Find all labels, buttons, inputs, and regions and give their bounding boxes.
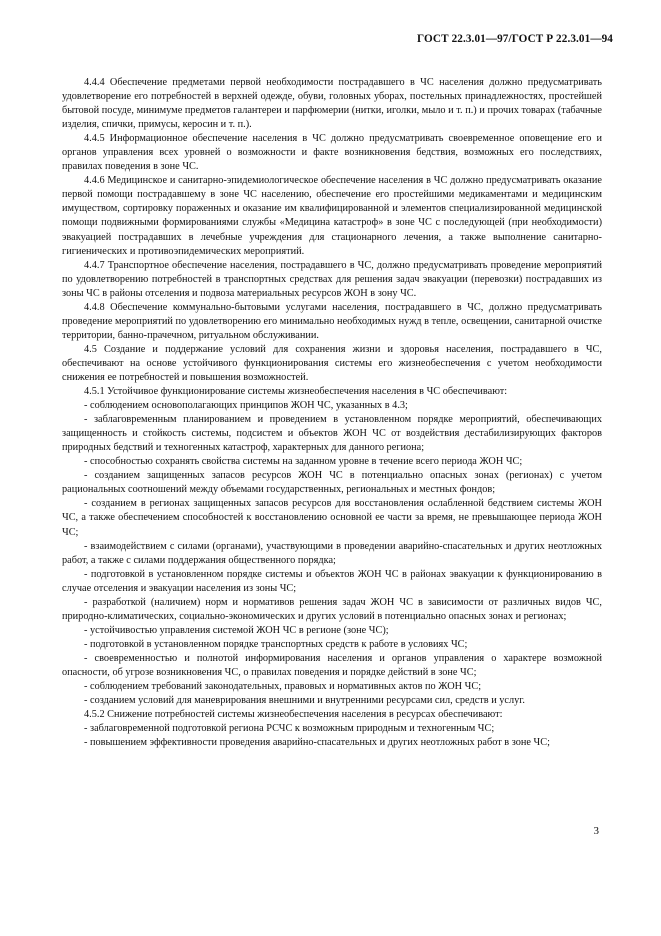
list-item: - подготовкой в установленном порядке транспортных средств к работе в условиях ЧС; [84,638,468,650]
list-item: - соблюдением требований законодательных, правовых и нормативных актов по ЖОН ЧС; [84,681,482,693]
page-number: 3 [593,825,599,837]
list-item: - повышением эффективности проведения аварийно-спасательных и других неотложных работ в зоне ЧС; [84,737,550,749]
list-item: - заблаговременным планированием и проведением в установленном порядке мероприятий, обеспечивающих защищенность и стойкость системы, подсистем и объектов ЖОН ЧС от воздействия дестабилизирующих факторов природных бедствий и техногенных катастроф, характерных для данного региона; [62,414,602,454]
paragraph-4-4-8: 4.4.8 Обеспечение коммунально-бытовыми услугами населения, пострадавшего в ЧС, должно предусматривать проведение мероприятий по удовлетворению его минимально необходимых нужд в тепле, освещении, санитарной очистке территории, банно-прачечном, ритуальном обслуживании. [62,301,602,341]
list-item: - способностью сохранять свойства системы на заданном уровне в течение всего периода ЖОН ЧС; [84,456,523,468]
paragraph-4-4-6: 4.4.6 Медицинское и санитарно-эпидемиологическое обеспечение населения в ЧС должно предусматривать оказание первой помощи пострадавшему в зоне ЧС населению, обеспечение его простейшими медикаментами и медицинским имуществом, сортировку пораженных и оказание им квалифицированной и элементов специализированной медицинской помощи подвижными формированиями службы «Медицина катастроф» в зоне ЧС с последующей (при необходимости) эвакуацией пострадавших в лечебные учреждения для стационарного лечения, а также выполнение санитарно-гигиенических и противоэпидемических мероприятий. [62,175,602,257]
paragraph-4-5-1: 4.5.1 Устойчивое функционирование системы жизнеобеспечения населения в ЧС обеспечивают: [84,386,508,398]
paragraph-4-4-5: 4.4.5 Информационное обеспечение населения в ЧС должно предусматривать своевременное оповещение его и органов управления всех уровней о возможности и факте возникновения бедствия, возможных его последствиях, правилах поведения в зоне ЧС. [62,133,602,173]
list-item: - заблаговременной подготовкой региона РСЧС к возможным природным и техногенным ЧС; [84,723,495,735]
paragraph-4-5: 4.5 Создание и поддержание условий для сохранения жизни и здоровья населения, пострадавшего в ЧС, обеспечивают на основе устойчивого функционирования системы его жизнеобеспечения с учетом необходимости снижения ее потребностей и повышения возможностей. [62,343,602,383]
document-header: ГОСТ 22.3.01—97/ГОСТ Р 22.3.01—94 [417,33,613,45]
list-item: - взаимодействием с силами (органами), участвующими в проведении аварийно-спасательных и других неотложных работ, а также с силами поддержания общественного порядка; [62,540,602,566]
list-item: - подготовкой в установленном порядке системы и объектов ЖОН ЧС в районах эвакуации к функционированию в случае отселения и эвакуации населения из зоны ЧС; [62,568,602,594]
list-item: - созданием в регионах защищенных запасов ресурсов для восстановления ослабленной бедствием системы ЖОН ЧС, а также обеспечением способностей к восстановлению основной ее части за время, не превышающее периода ЖОН ЧС; [62,498,602,538]
list-item: - соблюдением основополагающих принципов ЖОН ЧС, указанных в 4.3; [84,400,408,412]
paragraph-4-4-4: 4.4.4 Обеспечение предметами первой необходимости пострадавшего в ЧС населения должно предусматривать удовлетворение его потребностей в верхней одежде, обуви, головных уборах, постельных принадлежностях, простейшей бытовой посуде, минимуме предметов галантереи и парфюмерии (нитки, иголки, мыло и т. п.) и прочих товарах (табачные изделия, спички, примусы, керосин и т. п.). [62,77,602,131]
list-item: - созданием условий для маневрирования внешними и внутренними ресурсами сил, средств и услуг. [84,695,525,707]
list-item: - своевременностью и полнотой информирования населения и органов управления о характере возможной опасности, об угрозе возникновения ЧС, о правилах поведения и порядке действий в зоне ЧС; [62,652,602,678]
list-item: - устойчивостью управления системой ЖОН ЧС в регионе (зоне ЧС); [84,624,389,636]
paragraph-4-4-7: 4.4.7 Транспортное обеспечение населения, пострадавшего в ЧС, должно предусматривать проведение мероприятий по удовлетворению потребностей в транспортных средствах для решения задач эвакуации (перевозки) пострадавших из зоны ЧС в районы отселения и подвоза материальных ресурсов ЖОН в зону ЧС. [62,259,602,299]
list-item: - созданием защищенных запасов ресурсов ЖОН ЧС в потенциально опасных зонах (регионах) с учетом рациональных соотношений между объемами государственных, региональных и местных фондов; [62,470,602,496]
document-body [62,76,602,750]
paragraph-4-5-2: 4.5.2 Снижение потребностей системы жизнеобеспечения населения в ресурсах обеспечивают: [84,709,503,721]
list-item: - разработкой (наличием) норм и нормативов решения задач ЖОН ЧС в зависимости от различных видов ЧС, природно-климатических, социально-экономических и других условий в потенциально опасных зонах и регионах; [62,596,602,622]
